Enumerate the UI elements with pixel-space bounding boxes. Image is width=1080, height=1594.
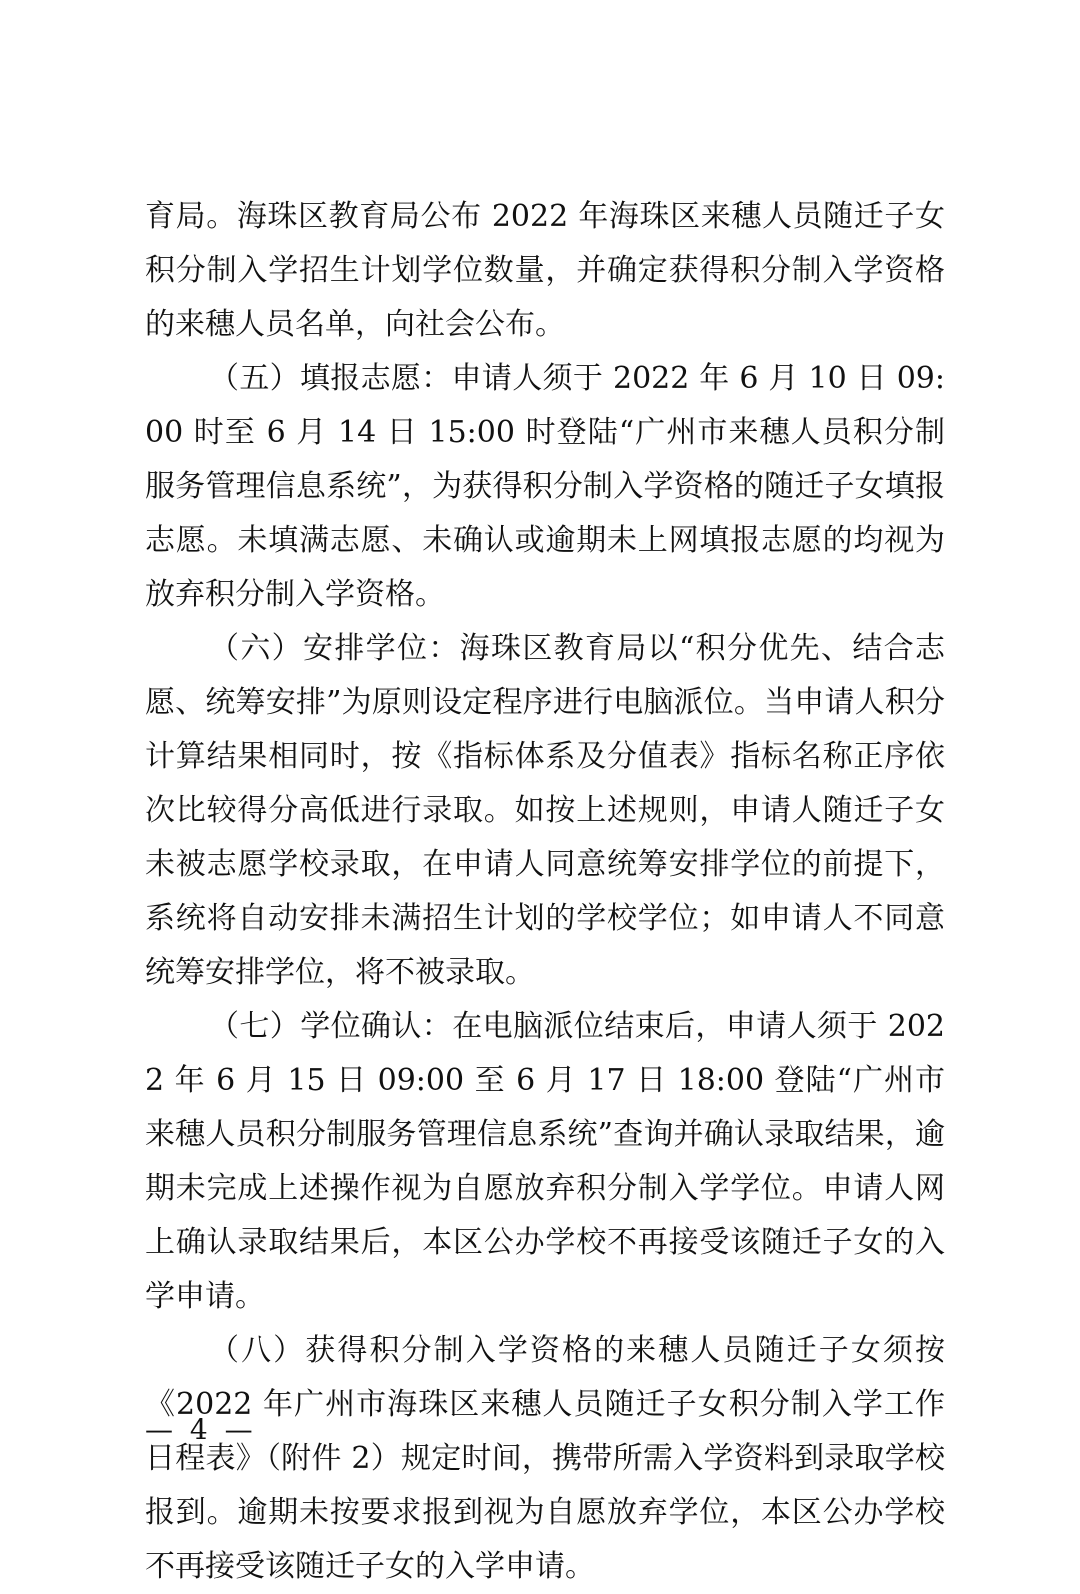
paragraph-place-confirmation: （七）学位确认：在电脑派位结束后，申请人须于 2022 年 6 月 15 日 09:00 至 6 月 17 日 18:00 登陆“广州市来穗人员积分制服务管理信息系统”查询并确认录取结果，逾期未完成上述操作视为自愿放弃积分制入学学位。申请人网上确认录取结果后，本区公办学校不再接受该随迁子女的入学申请。 — [145, 1009, 945, 1314]
paragraph-continuation: 育局。海珠区教育局公布 2022 年海珠区来穗人员随迁子女积分制入学招生计划学位数量，并确定获得积分制入学资格的来穗人员名单，向社会公布。 — [145, 199, 945, 342]
page-number: — 4 — — [145, 1413, 257, 1446]
paragraph-registration: （八）获得积分制入学资格的来穗人员随迁子女须按《2022 年广州市海珠区来穗人员随迁子女积分制入学工作日程表》（附件 2）规定时间，携带所需入学资料到录取学校报到。逾期未按要求报到视为自愿放弃学位，本区公办学校不再接受该随迁子女的入学申请。 — [145, 1333, 945, 1584]
document-body — [145, 190, 945, 1594]
paragraph-arrange-places: （六）安排学位：海珠区教育局以“积分优先、结合志愿、统筹安排”为原则设定程序进行电脑派位。当申请人积分计算结果相同时，按《指标体系及分值表》指标名称正序依次比较得分高低进行录取。如按上述规则，申请人随迁子女未被志愿学校录取，在申请人同意统筹安排学位的前提下，系统将自动安排未满招生计划的学校学位；如申请人不同意统筹安排学位，将不被录取。 — [145, 631, 945, 990]
paragraph-fill-preferences: （五）填报志愿：申请人须于 2022 年 6 月 10 日 09:00 时至 6 月 14 日 15:00 时登陆“广州市来穗人员积分制服务管理信息系统”，为获得积分制入学资格的随迁子女填报志愿。未填满志愿、未确认或逾期未上网填报志愿的均视为放弃积分制入学资格。 — [145, 361, 945, 612]
